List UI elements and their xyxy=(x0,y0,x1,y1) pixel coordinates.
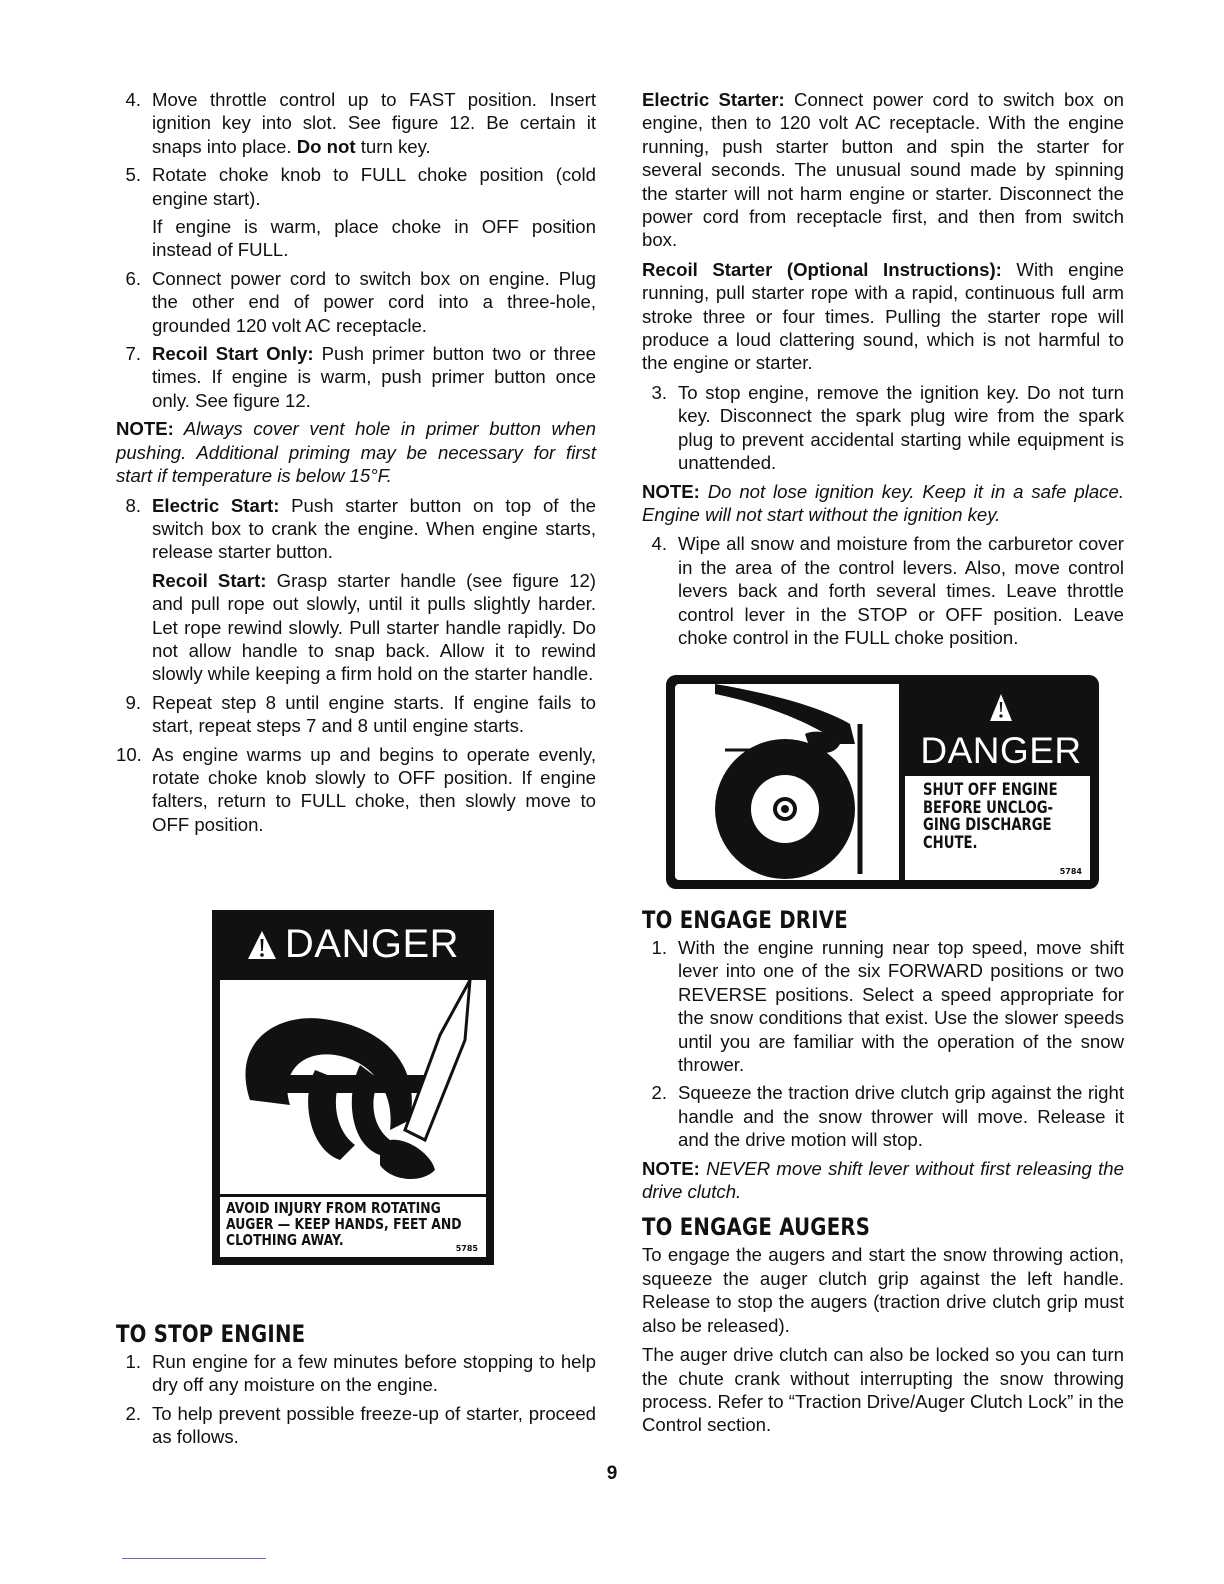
step-number: 4. xyxy=(651,533,667,555)
stop-engine-section xyxy=(116,1310,596,1454)
warning-triangle-icon xyxy=(247,929,277,961)
danger-header: DANGER xyxy=(212,910,494,978)
recoil-starter-paragraph: Recoil Starter (Optional Instructions): With engine running, pull starter rope with a rapid, continuous full arm stroke three or four times. Pulling the starter rope will produce a loud clattering sound, which is not harmful to the engine or starter. xyxy=(642,258,1125,374)
auger-lock-paragraph: The auger drive clutch can also be locked so you can turn the chute crank without interrupting the snow throwing process. Refer to “Traction Drive/Auger Clutch Lock” in the Control section. xyxy=(642,1344,1124,1436)
drive-step-2 xyxy=(642,1081,1124,1151)
step-6 xyxy=(116,267,596,337)
step-number: 3. xyxy=(651,381,667,403)
step-text: Rotate choke knob to FULL choke position (cold engine start). xyxy=(152,164,596,209)
note-priming xyxy=(116,417,596,487)
danger-header: DANGER xyxy=(920,730,1082,771)
step-text: Connect power cord to switch box on engine. Plug the other end of power cord into a three-hole, grounded 120 volt AC receptacle. xyxy=(152,267,596,336)
right-column xyxy=(642,88,1124,654)
stop-step-1 xyxy=(116,1350,596,1397)
step-text: Wipe all snow and moisture from the carburetor cover in the area of the control levers. Also, move control levers back and forth several times. Leave throttle control lever in the STOP or OFF position. Leave choke control in the FULL choke position. xyxy=(678,533,1124,648)
step-text-tail: turn key. xyxy=(355,135,431,157)
danger-caption: AVOID INJURY FROM ROTATING AUGER — KEEP HANDS, FEET AND CLOTHING AWAY. 5785 xyxy=(220,1197,486,1257)
step-4 xyxy=(116,88,596,158)
step-9 xyxy=(116,691,596,738)
note-text: Always cover vent hole in primer button when pushing. Additional priming may be necessary for first start if temperature is below 15°F. xyxy=(116,418,596,487)
note-label: NOTE: xyxy=(642,1157,700,1179)
label-code: 5784 xyxy=(1059,867,1082,876)
step-5 xyxy=(116,163,596,262)
step-lead-2: Recoil Start: xyxy=(152,569,267,591)
stop-step-3 xyxy=(642,381,1124,475)
step-lead: Recoil Start Only: xyxy=(152,343,314,365)
step-text: With the engine running near top speed, move shift lever into one of the six FORWARD positions or two REVERSE positions. Select a speed appropriate for the snow conditions that exist. Use the slower speeds until you are familiar with the operation of the snow thrower. xyxy=(678,937,1124,1076)
step-7 xyxy=(116,342,596,412)
stop-step-2 xyxy=(116,1402,596,1449)
step-text: To stop engine, remove the ignition key. Do not turn key. Disconnect the spark plug wire from the spark plug to prevent accidental starting while equipment is unattended. xyxy=(678,381,1124,474)
step-number: 10. xyxy=(116,743,142,765)
electric-starter-paragraph: Electric Starter: Connect power cord to switch box on engine, then to 120 volt AC receptacle. With the engine running, push starter button and spin the starter for several seconds. The unusual sound made by spinning the starter will not harm engine or starter. Disconnect the power cord from receptacle first, and then from switch box. xyxy=(642,89,1124,251)
warning-triangle-icon xyxy=(989,693,1013,723)
footer-rule xyxy=(122,1558,266,1559)
step-number: 5. xyxy=(125,164,141,186)
step-number: 7. xyxy=(125,343,141,365)
danger-label-chute xyxy=(666,675,1099,889)
drive-step-1 xyxy=(642,936,1124,1076)
step-text: Run engine for a few minutes before stopping to help dry off any moisture on the engine. xyxy=(152,1351,596,1396)
danger-caption: SHUT OFF ENGINE BEFORE UNCLOG- GING DISCHARGE CHUTE. 5784 xyxy=(905,776,1090,880)
step-emphasis: Do not xyxy=(296,135,356,157)
step-10 xyxy=(116,743,596,837)
note-text: Do not lose ignition key. Keep it in a safe place. Engine will not start without the ignition key. xyxy=(642,480,1124,525)
step-text: Push primer button two or three times. If engine is warm, push primer button once only. See figure 12. xyxy=(152,343,596,411)
note-text: NEVER move shift lever without first releasing the drive clutch. xyxy=(642,1157,1124,1203)
note-label: NOTE: xyxy=(642,480,700,502)
step-text: Squeeze the traction drive clutch grip against the right handle and the snow thrower will move. Release it and the drive motion will stop. xyxy=(678,1082,1124,1151)
auger-hazard-illustration xyxy=(220,980,486,1194)
note-shift-lever xyxy=(642,1157,1124,1204)
step-text: To help prevent possible freeze-up of starter, proceed as follows. xyxy=(152,1402,596,1448)
step-number: 1. xyxy=(125,1351,141,1372)
danger-label-auger xyxy=(212,910,494,1265)
step-number: 2. xyxy=(125,1402,141,1424)
step-text: Push starter button on top of the switch box to crank the engine. When engine starts, release starter button. xyxy=(152,494,597,563)
page-number: 9 xyxy=(606,1463,618,1484)
label-code: 5785 xyxy=(455,1244,478,1253)
step-text: As engine warms up and begins to operate evenly, rotate choke knob slowly to OFF position. If engine falters, return to FULL choke, then slowly move to OFF position. xyxy=(152,743,596,835)
engage-section xyxy=(642,896,1124,1443)
step-subtext: If engine is warm, place choke in OFF position instead of FULL. xyxy=(152,216,596,261)
step-number: 2. xyxy=(651,1082,667,1104)
stop-step-4 xyxy=(642,532,1124,649)
step-number: 1. xyxy=(651,937,667,958)
step-number: 9. xyxy=(125,691,141,713)
left-column xyxy=(116,88,596,841)
chute-hazard-illustration xyxy=(675,684,899,880)
section-heading: TO ENGAGE AUGERS xyxy=(642,1213,871,1242)
section-heading: TO ENGAGE DRIVE xyxy=(642,906,848,934)
augers-paragraph: To engage the augers and start the snow throwing action, squeeze the auger clutch grip against the left handle. Release to stop the augers (traction drive clutch grip must also be released). xyxy=(642,1244,1124,1336)
step-number: 6. xyxy=(125,267,141,289)
step-text: Move throttle control up to FAST position. Insert ignition key into slot. See figure 12. Be certain it snaps into place. xyxy=(152,89,596,157)
step-number: 8. xyxy=(125,494,141,516)
step-text-2: Grasp starter handle (see figure 12) and pull rope out slowly, until it pulls slightly harder. Let rope rewind slowly. Pull starter handle rapidly. Do not allow handle to snap back. Allow it to rewind slowly while keeping a firm hold on the starter handle. xyxy=(152,569,596,685)
step-number: 4. xyxy=(125,89,141,110)
step-lead: Electric Start: xyxy=(152,494,280,516)
note-ignition-key xyxy=(642,480,1124,527)
section-heading: TO STOP ENGINE xyxy=(116,1320,306,1348)
step-text: Repeat step 8 until engine starts. If engine fails to start, repeat steps 7 and 8 until engine starts. xyxy=(152,691,596,737)
note-label: NOTE: xyxy=(116,418,174,440)
step-8 xyxy=(116,494,596,686)
